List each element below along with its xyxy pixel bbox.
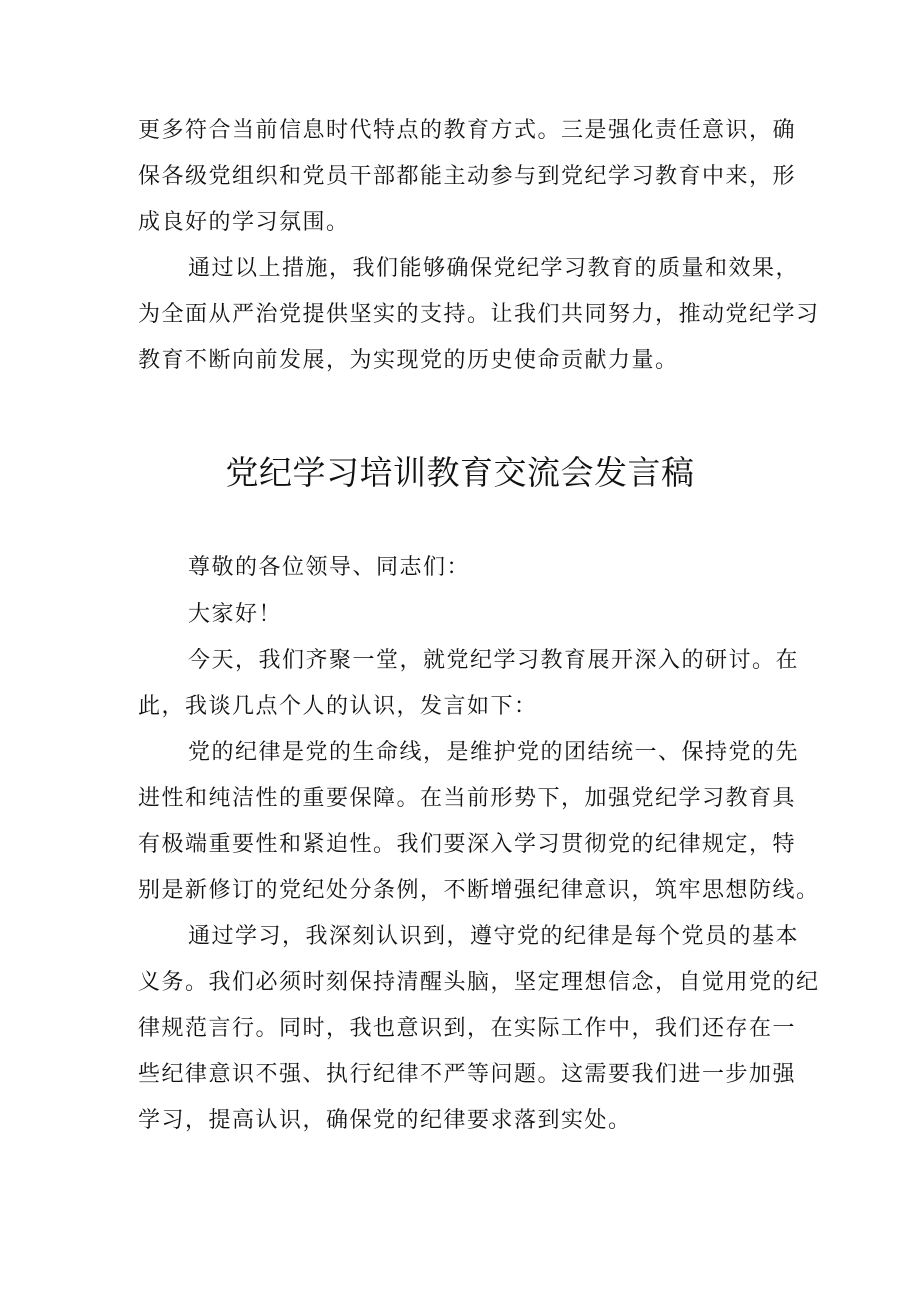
body-paragraph-2 (138, 730, 820, 914)
salutation-text: 尊敬的各位领导、同志们： (188, 555, 471, 580)
text-line: 律规范言行。同时，我也意识到，在实际工作中，我们还存在一 (138, 1016, 797, 1041)
text-line: 学习，提高认识，确保党的纪律要求落到实处。 (138, 1108, 632, 1133)
text-line: 义务。我们必须时刻保持清醒头脑，坚定理想信念，自觉用党的纪 (138, 970, 820, 995)
greeting-text: 大家好！ (188, 602, 283, 627)
text-line: 为全面从严治党提供坚实的支持。让我们共同努力，推动党纪学习 (138, 302, 820, 327)
text-line: 通过以上措施，我们能够确保党纪学习教育的质量和效果， (188, 256, 800, 281)
text-line: 通过学习，我深刻认识到，遵守党的纪律是每个党员的基本 (188, 924, 800, 949)
document-title: 党纪学习培训教育交流会发言稿 (225, 453, 695, 492)
intro-paragraph-1 (138, 108, 797, 246)
body-paragraph-1 (138, 638, 800, 730)
text-line: 别是新修订的党纪处分条例，不断增强纪律意识，筑牢思想防线。 (138, 878, 820, 903)
text-line: 此，我谈几点个人的认识，发言如下： (138, 694, 538, 719)
text-line: 保各级党组织和党员干部都能主动参与到党纪学习教育中来，形 (138, 164, 797, 189)
text-line: 进性和纯洁性的重要保障。在当前形势下，加强党纪学习教育具 (138, 786, 797, 811)
greeting (138, 592, 793, 638)
text-line: 党的纪律是党的生命线，是维护党的团结统一、保持党的先 (188, 740, 800, 765)
text-line: 有极端重要性和紧迫性。我们要深入学习贯彻党的纪律规定，特 (138, 832, 797, 857)
text-line: 今天，我们齐聚一堂，就党纪学习教育展开深入的研讨。在 (188, 648, 800, 673)
salutation (138, 545, 793, 591)
text-line: 成良好的学习氛围。 (138, 210, 350, 235)
text-line: 教育不断向前发展，为实现党的历史使命贡献力量。 (138, 348, 679, 373)
text-line: 些纪律意识不强、执行纪律不严等问题。这需要我们进一步加强 (138, 1062, 797, 1087)
body-paragraph-3 (138, 914, 820, 1144)
text-line: 更多符合当前信息时代特点的教育方式。三是强化责任意识，确 (138, 118, 797, 143)
intro-paragraph-2 (138, 246, 820, 384)
